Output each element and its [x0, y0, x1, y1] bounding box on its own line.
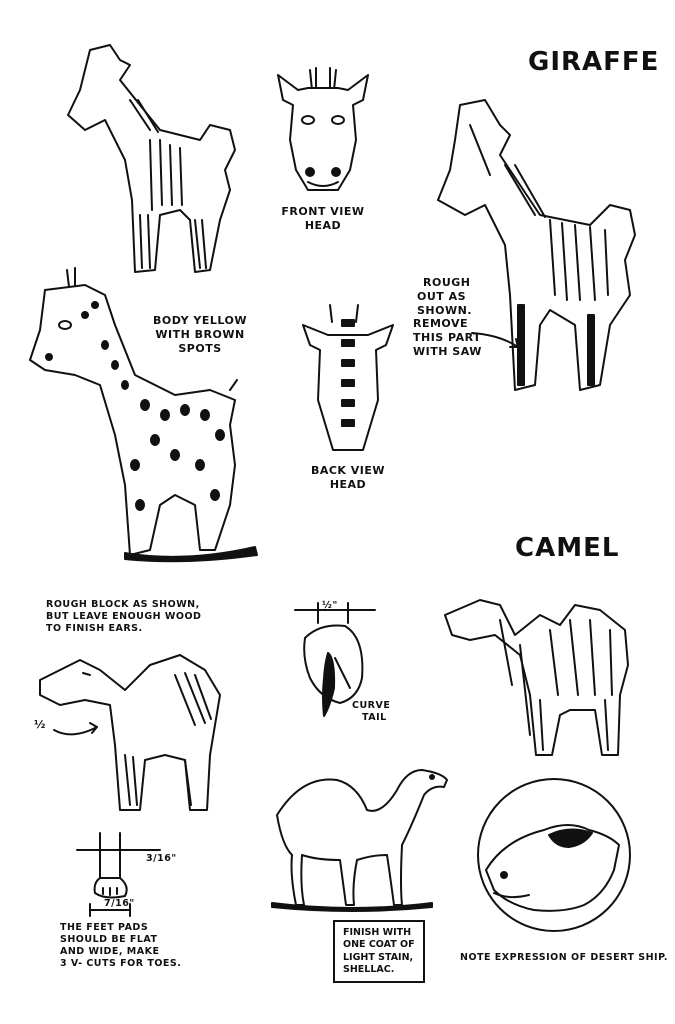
- finish-note-box: FINISH WITH ONE COAT OF LIGHT STAIN, SHELLAC.: [333, 920, 425, 983]
- rough-out-note: ROUGH OUT AS SHOWN. REMOVE THIS PART WITH SAW: [413, 276, 482, 358]
- feet-pad-note: THE FEET PADS SHOULD BE FLAT AND WIDE, MAKE 3 V- CUTS FOR TOES.: [60, 922, 182, 969]
- half-dimension-mark: ½: [34, 718, 46, 731]
- giraffe-back-view-head-drawing: [298, 300, 398, 460]
- curve-tail-label: CURVE TAIL: [352, 700, 391, 723]
- camel-reference-sketch: [262, 755, 452, 910]
- expression-note: NOTE EXPRESSION OF DESERT SHIP.: [460, 952, 668, 963]
- half-mark-arrow: [52, 715, 102, 740]
- giraffe-finished-spotted-drawing: [25, 265, 265, 565]
- foot-width-dimension: 7/16": [104, 898, 135, 909]
- giraffe-title: GIRAFFE: [528, 47, 660, 77]
- foot-height-dimension: 3/16": [146, 853, 177, 864]
- giraffe-front-view-head-drawing: [268, 60, 378, 200]
- camel-title: CAMEL: [515, 533, 620, 563]
- back-view-label: BACK VIEW HEAD: [310, 464, 386, 491]
- rough-block-note: ROUGH BLOCK AS SHOWN, BUT LEAVE ENOUGH WOOD TO FINISH EARS.: [46, 599, 202, 634]
- camel-foot-detail-drawing: [75, 828, 165, 928]
- tail-half-dimension: ½": [322, 600, 338, 611]
- body-color-note: BODY YELLOW WITH BROWN SPOTS: [153, 314, 247, 355]
- front-view-label: FRONT VIEW HEAD: [281, 205, 365, 232]
- camel-head-circle-drawing: [474, 775, 634, 935]
- camel-carved-drawing: [440, 585, 640, 765]
- giraffe-rough-block-drawing: [60, 40, 250, 280]
- rough-out-pointer-arrow: [470, 325, 530, 355]
